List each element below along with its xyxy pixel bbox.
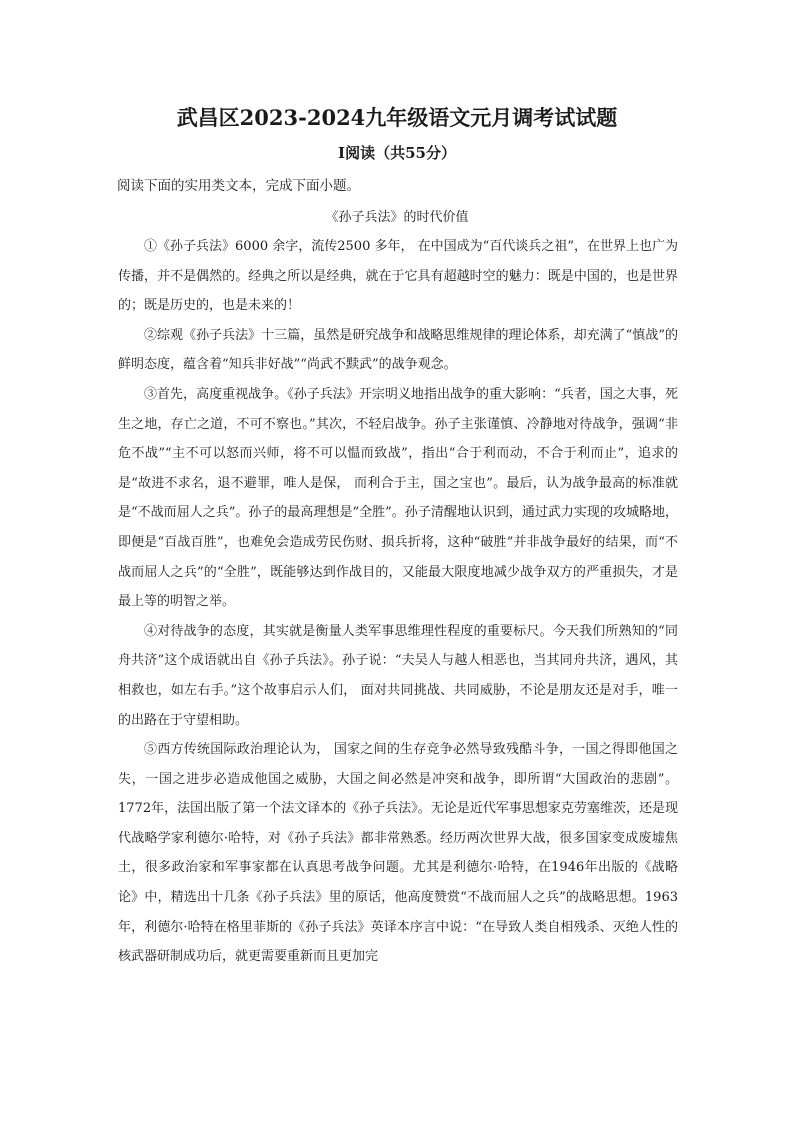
reading-instruction: 阅读下面的实用类文本，完成下面小题。 bbox=[117, 178, 360, 194]
article-body bbox=[118, 232, 678, 972]
section-heading: I阅读（共55分） bbox=[338, 144, 456, 162]
paragraph-3: ③首先，高度重视战争。《孙子兵法》开宗明义地指出战争的重大影响：“兵者，国之大事，死生之地，存亡之道，不可不察也。”其次，不轻启战争。孙子主张谨慎、冷静地对待战争，强调“非危不战”“主不可以怒而兴师，将不可以愠而致战”，指出“合于利而动，不合于利而止”，追求的是“故进不求名，退不避罪，唯人是保， 而利合于主，国之宝也”。最后，认为战争最高的标准就是“不战而屈人之兵”。孙子的最高理想是“全胜”。孙子清醒地认识到，通过武力实现的攻城略地，即便是“百战百胜”，也难免会造成劳民伤财、损兵折将，这种“破胜”并非战争最好的结果，而“不战而屈人之兵”的“全胜”，既能够达到作战目的，又能最大限度地减少战争双方的严重损失，才是最上等的明智之举。 bbox=[118, 386, 678, 610]
paragraph-1: ①《孙子兵法》6000 余字，流传2500 多年， 在中国成为“百代谈兵之祖”，在世界上也广为传播，并不是偶然的。经典之所以是经典，就在于它具有超越时空的魅力：既是中国的，也是世界的；既是历史的，也是未来的！ bbox=[118, 239, 678, 314]
paragraph-2: ②综观《孙子兵法》十三篇，虽然是研究战争和战略思维规律的理论体系，却充满了“慎战”的鲜明态度，蕴含着“知兵非好战”“尚武不黩武”的战争观念。 bbox=[118, 327, 678, 373]
article-title: 《孙子兵法》的时代价值 bbox=[325, 210, 469, 225]
paragraph-4: ④对待战争的态度，其实就是衡量人类军事思维理性程度的重要标尺。今天我们所熟知的“同舟共济”这个成语就出自《孙子兵法》。孙子说：“夫吴人与越人相恶也，当其同舟共济，遇风，其相救也，如左右手。”这个故事启示人们， 面对共同挑战、共同威胁，不论是朋友还是对手，唯一的出路在于守望相助。 bbox=[118, 623, 678, 728]
exam-title: 武昌区2023-2024九年级语文元月调考试试题 bbox=[176, 105, 618, 130]
paragraph-5: ⑤西方传统国际政治理论认为， 国家之间的生存竞争必然导致残酷斗争，一国之得即他国之失，一国之进步必造成他国之威胁，大国之间必然是冲突和战争，即所谓“大国政治的悲剧”。1772年，法国出版了第一个法文译本的《孙子兵法》。无论是近代军事思想家克劳塞维茨，还是现代战略学家利德尔·哈特，对《孙子兵法》都非常熟悉。经历两次世界大战，很多国家变成废墟焦土，很多政治家和军事家都在认真思考战争问题。尤其是利德尔·哈特，在1946年出版的《战略论》中，精选出十几条《孙子兵法》里的原话，他高度赞赏“不战而屈人之兵”的战略思想。1963年，利德尔·哈特在格里菲斯的《孙子兵法》英译本序言中说：“在导致人类自相残杀、灭绝人性的核武器研制成功后，就更需要重新而且更加完 bbox=[118, 742, 678, 965]
